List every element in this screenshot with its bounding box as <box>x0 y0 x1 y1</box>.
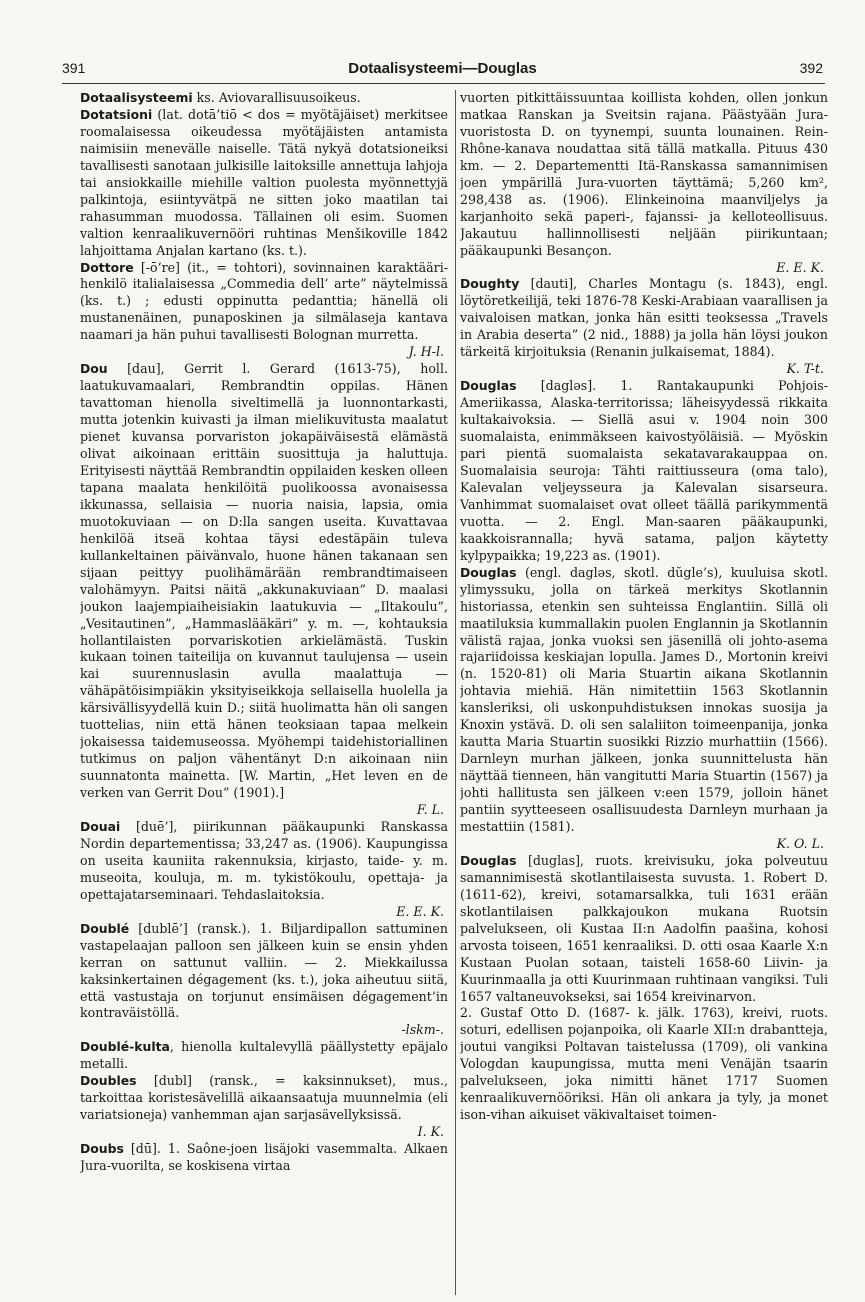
author-signature: J. H-l. <box>408 344 444 360</box>
right-column <box>460 90 828 1295</box>
entry-text: ks. Aviovarallisuusoikeus. <box>192 90 361 105</box>
entry-text: , hienolla kultalevyllä päällystetty epäjalo metalli. <box>80 1039 448 1072</box>
entry-headword: Dotaalisysteemi <box>80 90 193 105</box>
entry-headword: Dou <box>80 361 108 377</box>
entry-headword: Douglas <box>460 852 517 868</box>
dictionary-entry <box>80 1073 448 1141</box>
entry-text: vuorten pitkittäissuuntaa koillista kohden, ollen jonkun matkaa Ranskan ja Sveitsin rajana. Päästyään Jura-vuoristosta D. on tyynempi, suunta lounainen. Rein-Rhône-kanava noudattaa sitä tällä matkalla. Pituus 430 km. — 2. Departementti Itä-Ranskassa samannimisen joen ympärillä Jura-vuorten täyttämä; 5,260 km², 298,438 as. (1906). Elinkeinoina maanviljelys ja karjanhoito sekä paperi-, fajanssi- ja kelloteollisuus. Jakautuu hallinnollisesti neljään piirikuntaan; pääkaupunki Besançon. <box>460 90 828 258</box>
entry-text: [dublē’] (ransk.). 1. Biljardipallon sattuminen vastapelaajan palloon sen jälkeen kuin se ensin yhden kerran on sattunut valliin. — 2. Miekkailussa kaksinkertainen dégagement (ks. t.), joka aiheutuu siitä, että vastustaja on torjunut ensimäisen dégagement’in kontraväistöllä. <box>80 920 448 1021</box>
header-rule <box>62 83 825 84</box>
dictionary-entry <box>80 1039 448 1073</box>
dictionary-entry <box>80 107 448 260</box>
page-header <box>62 60 823 82</box>
author-signature: E. E. K. <box>396 903 444 919</box>
entry-headword: Doublé <box>80 920 130 936</box>
dictionary-entry <box>80 90 448 107</box>
dictionary-entry <box>460 276 828 378</box>
left-column <box>80 90 448 1295</box>
entry-headword: Doughty <box>460 276 520 292</box>
text-columns <box>80 90 840 1290</box>
dictionary-entry <box>460 853 828 1006</box>
entry-text: (engl. dagləs, skotl. dŭgle’s), kuuluisa skotl. ylimyssuku, jolla on tärkeä merkitys Skotlannin historiassa, etenkin sen suhteissa Englantiin. Sillä oli maatiluksia kummallakin puolen Englannin ja Skotlannin välistä rajaa, jonka vuoksi sen jäsenillä oli johto-asema rajariidoissa keskiajan lopulla. James D., Mortonin kreivi (n. 1520-81) oli Maria Stuartin aikana Skotlannin johtavia miehiä. Hän nimitettiin 1563 Skotlannin kansleriksi, oli uskonpuhdistuksen innokas suosija ja Knoxin ystävä. D. oli sen salaliiton toimeenpanija, jonka kautta Maria Stuartin suosikki Rizzio murhattiin (1566). Darnleyn murhan jälkeen, jonka suunnittelusta hän näyttää tienneen, hän vangitutti Maria Stuartin (1567) ja johti hallitusta sen jälkeen v:een 1579, jolloin hänet pantiin syytteeseen osallisuudesta Darnleyn murhaan ja mestattiin (1581). <box>460 564 828 834</box>
author-signature: K. O. L. <box>776 835 824 851</box>
running-title: Dotaalisysteemi—Douglas <box>348 60 537 77</box>
dictionary-entry <box>80 921 448 1040</box>
author-signature: -lskm-. <box>401 1022 444 1038</box>
author-signature: K. T-t. <box>786 361 824 377</box>
entry-text: [dagləs]. 1. Rantakaupunki Pohjois-Ameriikassa, Alaska-territorissa; läheisyydessä rikkaita kultakaivoksia. — Siellä asui v. 1904 noin 300 suomalaista, enimmäkseen kaivostyöläisiä. — Myöskin pari pientä suomalaista sekatavarakauppaa on. Suomalaisia seuroja: Tähti raittiusseura (oma talo), Kalevalan veljeysseura ja Kalevalan sisarseura. Vanhimmat suomalaiset ovat olleet täällä parikymmentä vuotta. — 2. Engl. Man-saaren pääkaupunki, kaakkoisrannalla; hyvä satama, paljon käytetty kylpypaikka; 19,223 as. (1901). <box>460 378 828 563</box>
entry-text: [dau], Gerrit l. Gerard (1613-75), holl. laatukuvamaalari, Rembrandtin oppilas. Hänen tavattoman hienolla siveltimellä ja luonnontarkasti, mutta jotenkin kuivasti ja ilman mielikuvitusta maalatut pienet kuvansa porvariston jokapäiväisestä elämästä olivat aikoinaan erittäin suosittuja ja haluttuja. Erityisesti näyttää Rembrandtin oppilaiden kesken olleen tapana maalata henkilöitä puolikoossa avonaisessa ikkunassa, sellaisia — nuoria naisia, lapsia, omia muotokuviaan — on D:lla sangen useita. Kuvattavaa henkilöä itseä kohtaa täysi edestäpäin tuleva kullankeltainen päivänvalo, huone hänen takanaan sen sijaan peittyy puolihämärään rembrandtimaiseen valohämyyn. Paitsi näitä „akkunakuviaan” D. maalasi joukon laajempiaiheisiakin laatukuvia — „Iltakoulu”, „Vesitautinen”, „Hammaslääkäri” y. m. —, kohtauksia hollantilaisten porvariskotien arkielämästä. Tuskin kukaan toinen taiteilija on kuvannut taulujensa — usein kai suurennuslasin avulla maalattuja — vähäpätöisimpiäkin yksityiseikkoja sellaisella huolella ja kärsivällisyydellä kuin D.; siitä huolimatta hän oli sangen tuottelias, niin että hänen teoksiaan tapaa melkein jokaisessa taidemuseossa. Myöhempi taidehistoriallinen tutkimus on paljon vähentänyt D:n aikoinaan niin suunnatonta mainetta. [W. Martin, „Het leven en de verken van Gerrit Dou” (1901).] <box>80 361 448 801</box>
entry-headword: Douglas <box>460 378 517 394</box>
dictionary-entry <box>460 90 828 276</box>
entry-text: [duē’], piirikunnan pääkaupunki Ranskassa Nordin departementissa; 33,247 as. (1906). Kaupungissa on useita kauniita rakennuksia, kirjasto, taide- y. m. museoita, kouluja, m. m. tykistökoulu, opettaja- ja opettajatarseminaari. Tehdaslaitoksia. <box>80 818 448 902</box>
author-signature: I. K. <box>417 1124 444 1140</box>
entry-headword: Doubs <box>80 1141 124 1157</box>
entry-text: (lat. dotā’tiō < dos = myötäjäiset) merkitsee roomalaisessa oikeudessa myötäjäisten antamista naimisiin menevälle naiselle. Tätä nykyä dotatsioneiksi tavallisesti sanotaan julkisille laitoksille annettuja lahjoja tai ansiokkaille miehille valtion puolesta myönnettyjä palkintoja, esiintyvätpä ne sitten joko maatilan tai rahasumman muodossa. Tällainen oli esim. Suomen valtion kenraalikuvernööri ruhtinas Menšikoville 1842 lahjoittama Anjalan kartano (ks. t.). <box>80 106 448 258</box>
entry-headword: Dotatsioni <box>80 106 153 122</box>
page-number-left: 391 <box>62 60 86 76</box>
dictionary-entry <box>80 361 448 819</box>
author-signature: F. L. <box>416 802 444 818</box>
entry-headword: Douglas <box>460 564 517 580</box>
entry-text: [duglas], ruots. kreivisuku, joka polveutuu samannimisestä skotlantilaisesta suvusta. 1. Robert D. (1611-62), kreivi, sotamarsalkka, tuli 1631 erään skotlantilaisen palkkajoukon mukana Ruotsin palvelukseen, oli Kustaa II:n Aadolfin paašina, kohosi arvosta toiseen, 1651 kenraaliksi. D. otti osaa Kaarle X:n Kustaan Puolan sotaan, taisteli 1658-60 Liivin- ja Kuurinmaalla ja otti Kuurinmaan ruhtinaan vangiksi. Tuli 1657 valtaneuvokseksi, sai 1654 kreivinarvon. <box>460 852 828 1004</box>
entry-text: [dū]. 1. Saône-joen lisäjoki vasemmalta. Alkaen Jura-vuorilta, se koskisena virtaa <box>80 1141 448 1174</box>
dictionary-entry <box>460 1005 828 1124</box>
page-number-right: 392 <box>799 60 823 76</box>
dictionary-entry <box>460 565 828 853</box>
entry-headword: Doublé-kulta <box>80 1039 170 1055</box>
entry-headword: Douai <box>80 818 121 834</box>
dictionary-entry <box>80 819 448 921</box>
entry-text: [dubl] (ransk., = kaksinnukset), mus., tarkoittaa koristesävelillä aikaansaatuja muunnelmia (eli variatsioneja) vanhemman ajan sarjasävellyksissä. <box>80 1073 448 1123</box>
entry-text: [-ō’re] (it., = tohtori), sovinnainen karaktääri-henkilö italialaisessa „Commedia dell’ arte” näytelmissä (ks. t.) ; edusti oppinutta pedanttia; hänellä oli mustanenäinen, punaposkinen ja silmälaseja kantava naamari ja hän puhui tavallisesti Bolognan murretta. <box>80 259 448 343</box>
entry-headword: Dottore <box>80 259 134 275</box>
author-signature: E. E. K. <box>776 259 824 275</box>
dictionary-entry <box>80 1141 448 1175</box>
dictionary-entry <box>460 378 828 564</box>
entry-headword: Doubles <box>80 1073 137 1089</box>
entry-text: [dauti], Charles Montagu (s. 1843), engl. löytöretkeilijä, teki 1876-78 Keski-Arabiaan vaarallisen ja vaivaloisen matkan, jonka hän esitti teoksessa „Travels in Arabia deserta” (2 nid., 1888) ja jolla hän löysi joukon tärkeitä kirjoituksia (Renanin julkaisemat, 1884). <box>460 276 828 360</box>
entry-text: 2. Gustaf Otto D. (1687- k. jälk. 1763), kreivi, ruots. soturi, edellisen pojanpoika, oli Kaarle XII:n drabantteja, joutui vangiksi Poltavan taistelussa (1709), oli vankina Vologdan kaupungissa, mutta meni Venäjän tsaarin palvelukseen, joka nimitti hänet 1717 Suomen kenraalikuvernööriksi. Hän oli ankara ja tyly, ja monet ison-vihan aikuiset väkivaltaiset toimen- <box>460 1005 828 1123</box>
dictionary-entry <box>80 260 448 362</box>
